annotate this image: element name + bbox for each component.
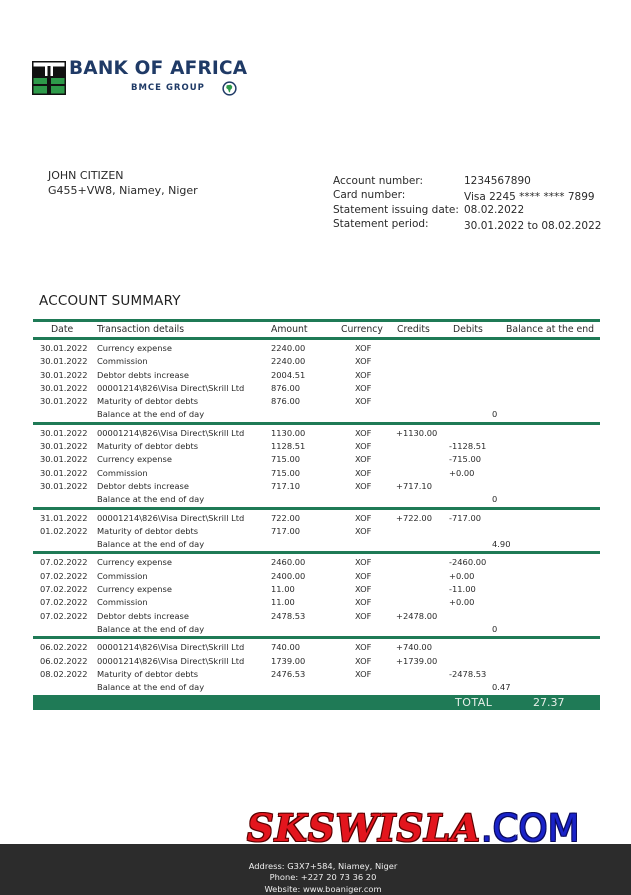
balance-value: 0.47 [492, 682, 511, 693]
footer-website[interactable]: Website: www.boaniger.com [264, 883, 382, 894]
cell-details: 00001214\826\Visa Direct\Skrill Ltd [97, 382, 245, 393]
africa-globe-icon [222, 81, 237, 96]
cell-details: Maturity of debtor debts [97, 668, 199, 679]
cell-date: 30.01.2022 [40, 369, 88, 380]
cell-debit [449, 610, 503, 623]
transaction-group [33, 554, 600, 636]
cell-credit [393, 369, 449, 382]
cell-date: 30.01.2022 [40, 356, 88, 367]
cell-date: 06.02.2022 [40, 642, 88, 653]
table-row [33, 512, 600, 525]
cell-amount: 1128.51 [271, 441, 306, 452]
cell-details: Maturity of debtor debts [97, 525, 199, 536]
cell-balance [503, 668, 600, 681]
balance-label: Balance at the end of day [97, 539, 205, 550]
table-header [33, 322, 600, 337]
cell-debit: -11.00 [449, 584, 476, 595]
cell-currency: XOF [355, 512, 372, 523]
cell-credit [393, 440, 449, 453]
cell-amount: 715.00 [271, 467, 301, 478]
table-row [33, 427, 600, 440]
cell-credit [393, 395, 449, 408]
cell-currency: XOF [355, 584, 372, 595]
cell-debit: -717.00 [449, 512, 482, 523]
cell-details: 00001214\826\Visa Direct\Skrill Ltd [97, 655, 245, 666]
account-number-label: Account number: [333, 175, 424, 187]
cell-balance [503, 342, 600, 355]
header-amount: Amount [271, 324, 308, 335]
cell-credit [393, 467, 449, 480]
cell-amount: 715.00 [271, 454, 301, 465]
cell-details: Currency expense [97, 343, 172, 353]
cell-debit [449, 641, 503, 654]
cell-date [33, 681, 97, 694]
total-value: 27.37 [533, 696, 565, 710]
cell-debit: -1128.51 [449, 441, 487, 452]
cell-details: Debtor debts increase [97, 369, 189, 380]
footer-address: Address: G3X7+584, Niamey, Niger [248, 861, 398, 871]
table-row [33, 355, 600, 368]
bank-name: BANK OF AFRICA [69, 58, 248, 79]
cell-amount: 2400.00 [271, 570, 306, 581]
cell-date: 30.01.2022 [40, 480, 88, 491]
cell-date: 07.02.2022 [40, 584, 88, 595]
balance-label: Balance at the end of day [97, 494, 205, 505]
statement-period-label: Statement period: [333, 218, 429, 230]
account-info [333, 174, 601, 232]
cell-balance [503, 355, 600, 368]
footer-phone: Phone: +227 20 73 36 20 [269, 872, 377, 883]
cell-balance [503, 556, 600, 569]
issuing-date-value: 08.02.2022 [464, 203, 525, 216]
cell-date: 30.01.2022 [40, 427, 88, 438]
cell-currency: XOF [355, 356, 372, 367]
cell-credit: +740.00 [396, 642, 432, 653]
cell-currency: XOF [355, 668, 372, 679]
balance-row [33, 408, 600, 421]
cell-balance [503, 610, 600, 623]
transactions-table [33, 319, 600, 710]
cell-balance [503, 583, 600, 596]
cell-currency: XOF [355, 369, 372, 380]
cell-balance [503, 467, 600, 480]
cell-currency: XOF [355, 557, 372, 568]
cell-debit: +0.00 [449, 467, 475, 478]
cell-debit: +0.00 [449, 570, 475, 581]
cell-credit [393, 342, 449, 355]
table-row [33, 668, 600, 681]
cell-balance [503, 382, 600, 395]
customer-block [48, 169, 198, 198]
cell-balance [503, 453, 600, 466]
cell-debit [449, 382, 503, 395]
cell-amount: 876.00 [271, 382, 301, 393]
cell-credit [393, 382, 449, 395]
cell-balance [503, 570, 600, 583]
table-row [33, 556, 600, 569]
balance-row [33, 623, 600, 636]
balance-value: 4.90 [492, 539, 511, 550]
cell-amount: 1739.00 [271, 655, 306, 666]
customer-address: G455+VW8, Niamey, Niger [48, 183, 198, 197]
cell-balance [503, 655, 600, 668]
card-number-label: Card number: [333, 189, 406, 201]
statement-period-value: 30.01.2022 to 08.02.2022 [464, 220, 602, 232]
cell-details: Commission [97, 356, 148, 367]
header-date: Date [51, 324, 74, 335]
cell-credit [393, 596, 449, 609]
balance-row [33, 681, 600, 694]
cell-date [33, 408, 97, 421]
watermark-domain: .COM [480, 807, 580, 850]
transaction-groups [33, 340, 600, 694]
cell-balance [503, 427, 600, 440]
table-row [33, 453, 600, 466]
issuing-date-label: Statement issuing date: [333, 203, 459, 216]
cell-amount: 2004.51 [271, 369, 306, 380]
cell-credit [393, 556, 449, 569]
cell-debit [449, 395, 503, 408]
cell-amount: 717.10 [271, 480, 301, 491]
cell-date: 30.01.2022 [40, 441, 88, 452]
table-row [33, 467, 600, 480]
cell-credit: +2478.00 [396, 610, 438, 621]
transaction-group [33, 639, 600, 694]
cell-currency: XOF [355, 597, 372, 608]
cell-date: 30.01.2022 [40, 396, 88, 407]
cell-debit [449, 427, 503, 440]
cell-amount: 1130.00 [271, 427, 306, 438]
cell-credit [393, 453, 449, 466]
cell-balance [503, 440, 600, 453]
cell-details: Currency expense [97, 454, 172, 465]
cell-debit [449, 525, 503, 538]
table-row [33, 583, 600, 596]
cell-date: 07.02.2022 [40, 557, 88, 568]
balance-value: 0 [492, 494, 498, 505]
issuing-date-row [333, 203, 601, 218]
cell-amount: 2478.53 [271, 610, 306, 621]
balance-label: Balance at the end of day [97, 682, 205, 693]
cell-debit [449, 655, 503, 668]
cell-credit: +1739.00 [396, 655, 438, 666]
header-credits: Credits [397, 324, 430, 335]
cell-date: 31.01.2022 [40, 512, 88, 523]
cell-date: 01.02.2022 [40, 525, 88, 536]
cell-amount: 876.00 [271, 396, 301, 407]
cell-balance [503, 596, 600, 609]
cell-debit: +0.00 [449, 597, 475, 608]
cell-balance [503, 480, 600, 493]
watermark-name: SKSWISLA [247, 806, 481, 850]
cell-date: 07.02.2022 [40, 597, 88, 608]
cell-amount: 2240.00 [271, 356, 306, 367]
balance-value: 0 [492, 409, 498, 420]
cell-amount: 2476.53 [271, 668, 306, 679]
balance-label: Balance at the end of day [97, 409, 205, 420]
cell-date: 30.01.2022 [40, 382, 88, 393]
cell-debit [449, 480, 503, 493]
cell-amount: 11.00 [271, 584, 295, 595]
cell-debit [449, 355, 503, 368]
cell-date: 08.02.2022 [40, 668, 88, 679]
cell-details: Debtor debts increase [97, 610, 189, 621]
customer-name: JOHN CITIZEN [48, 169, 124, 182]
account-number-value: 1234567890 [464, 175, 531, 187]
cell-currency: XOF [355, 610, 372, 621]
cell-details: Commission [97, 570, 148, 581]
cell-date [33, 493, 97, 506]
bank-logo [32, 58, 248, 97]
cell-credit [393, 668, 449, 681]
cell-currency: XOF [355, 343, 372, 353]
cell-details: Commission [97, 467, 148, 478]
cell-debit [449, 369, 503, 382]
cell-currency: XOF [355, 382, 372, 393]
cell-details: 00001214\826\Visa Direct\Skrill Ltd [97, 512, 245, 523]
cell-balance [503, 525, 600, 538]
total-label: TOTAL [455, 696, 493, 710]
cell-date: 07.02.2022 [40, 570, 88, 581]
cell-currency: XOF [355, 642, 372, 653]
balance-value: 0 [492, 623, 498, 634]
cell-details: Currency expense [97, 584, 172, 595]
table-row [33, 596, 600, 609]
watermark [247, 808, 580, 849]
table-row [33, 382, 600, 395]
table-row [33, 641, 600, 654]
cell-debit [449, 342, 503, 355]
cell-date: 07.02.2022 [40, 610, 88, 621]
cell-currency: XOF [355, 655, 372, 666]
table-row [33, 369, 600, 382]
cell-currency: XOF [355, 441, 372, 452]
cell-currency: XOF [355, 525, 372, 536]
cell-date [33, 538, 97, 551]
bank-emblem-icon [32, 61, 66, 95]
cell-details: Maturity of debtor debts [97, 441, 199, 452]
transaction-group [33, 425, 600, 507]
cell-currency: XOF [355, 396, 372, 407]
cell-currency: XOF [355, 467, 372, 478]
table-row [33, 525, 600, 538]
table-row [33, 342, 600, 355]
footer [0, 844, 631, 895]
balance-row [33, 538, 600, 551]
total-bar [33, 695, 600, 710]
balance-row [33, 493, 600, 506]
cell-details: 00001214\826\Visa Direct\Skrill Ltd [97, 427, 245, 438]
header-balance: Balance at the end [506, 324, 595, 335]
cell-currency: XOF [355, 480, 372, 491]
cell-debit: -2478.53 [449, 668, 487, 679]
table-row [33, 610, 600, 623]
section-title: ACCOUNT SUMMARY [39, 293, 181, 309]
cell-credit [393, 570, 449, 583]
cell-credit: +722.00 [396, 512, 432, 523]
cell-details: 00001214\826\Visa Direct\Skrill Ltd [97, 642, 245, 653]
balance-label: Balance at the end of day [97, 623, 205, 634]
cell-date [33, 623, 97, 636]
table-row [33, 655, 600, 668]
table-row [33, 570, 600, 583]
cell-details: Debtor debts increase [97, 480, 189, 491]
cell-amount: 2240.00 [271, 343, 306, 353]
cell-balance [503, 641, 600, 654]
cell-details: Maturity of debtor debts [97, 396, 199, 407]
cell-details: Commission [97, 597, 148, 608]
cell-credit [393, 355, 449, 368]
table-row [33, 480, 600, 493]
cell-amount: 2460.00 [271, 557, 306, 568]
account-number-row [333, 174, 601, 189]
cell-credit [393, 525, 449, 538]
cell-balance [503, 395, 600, 408]
table-row [33, 440, 600, 453]
transaction-group [33, 510, 600, 552]
cell-amount: 717.00 [271, 525, 301, 536]
cell-balance [503, 512, 600, 525]
cell-currency: XOF [355, 570, 372, 581]
transaction-group [33, 340, 600, 422]
card-number-value: Visa 2245 **** **** 7899 [464, 191, 595, 203]
cell-date: 30.01.2022 [40, 467, 88, 478]
header-currency: Currency [341, 324, 383, 335]
cell-details: Currency expense [97, 557, 172, 568]
header-details: Transaction details [97, 324, 185, 335]
card-number-row [333, 188, 601, 203]
cell-date: 06.02.2022 [40, 655, 88, 666]
cell-date: 30.01.2022 [40, 343, 88, 353]
header-debits: Debits [453, 324, 483, 335]
cell-debit: -715.00 [449, 454, 482, 465]
cell-balance [503, 369, 600, 382]
cell-amount: 11.00 [271, 597, 295, 608]
cell-credit [393, 583, 449, 596]
cell-debit: -2460.00 [449, 557, 487, 568]
table-row [33, 395, 600, 408]
cell-date: 30.01.2022 [40, 454, 88, 465]
cell-credit: +1130.00 [396, 427, 438, 438]
bank-group: BMCE GROUP [131, 83, 205, 93]
cell-amount: 740.00 [271, 642, 301, 653]
cell-amount: 722.00 [271, 512, 301, 523]
cell-credit: +717.10 [396, 480, 432, 491]
statement-period-row [333, 217, 601, 232]
cell-currency: XOF [355, 427, 372, 438]
cell-currency: XOF [355, 454, 372, 465]
